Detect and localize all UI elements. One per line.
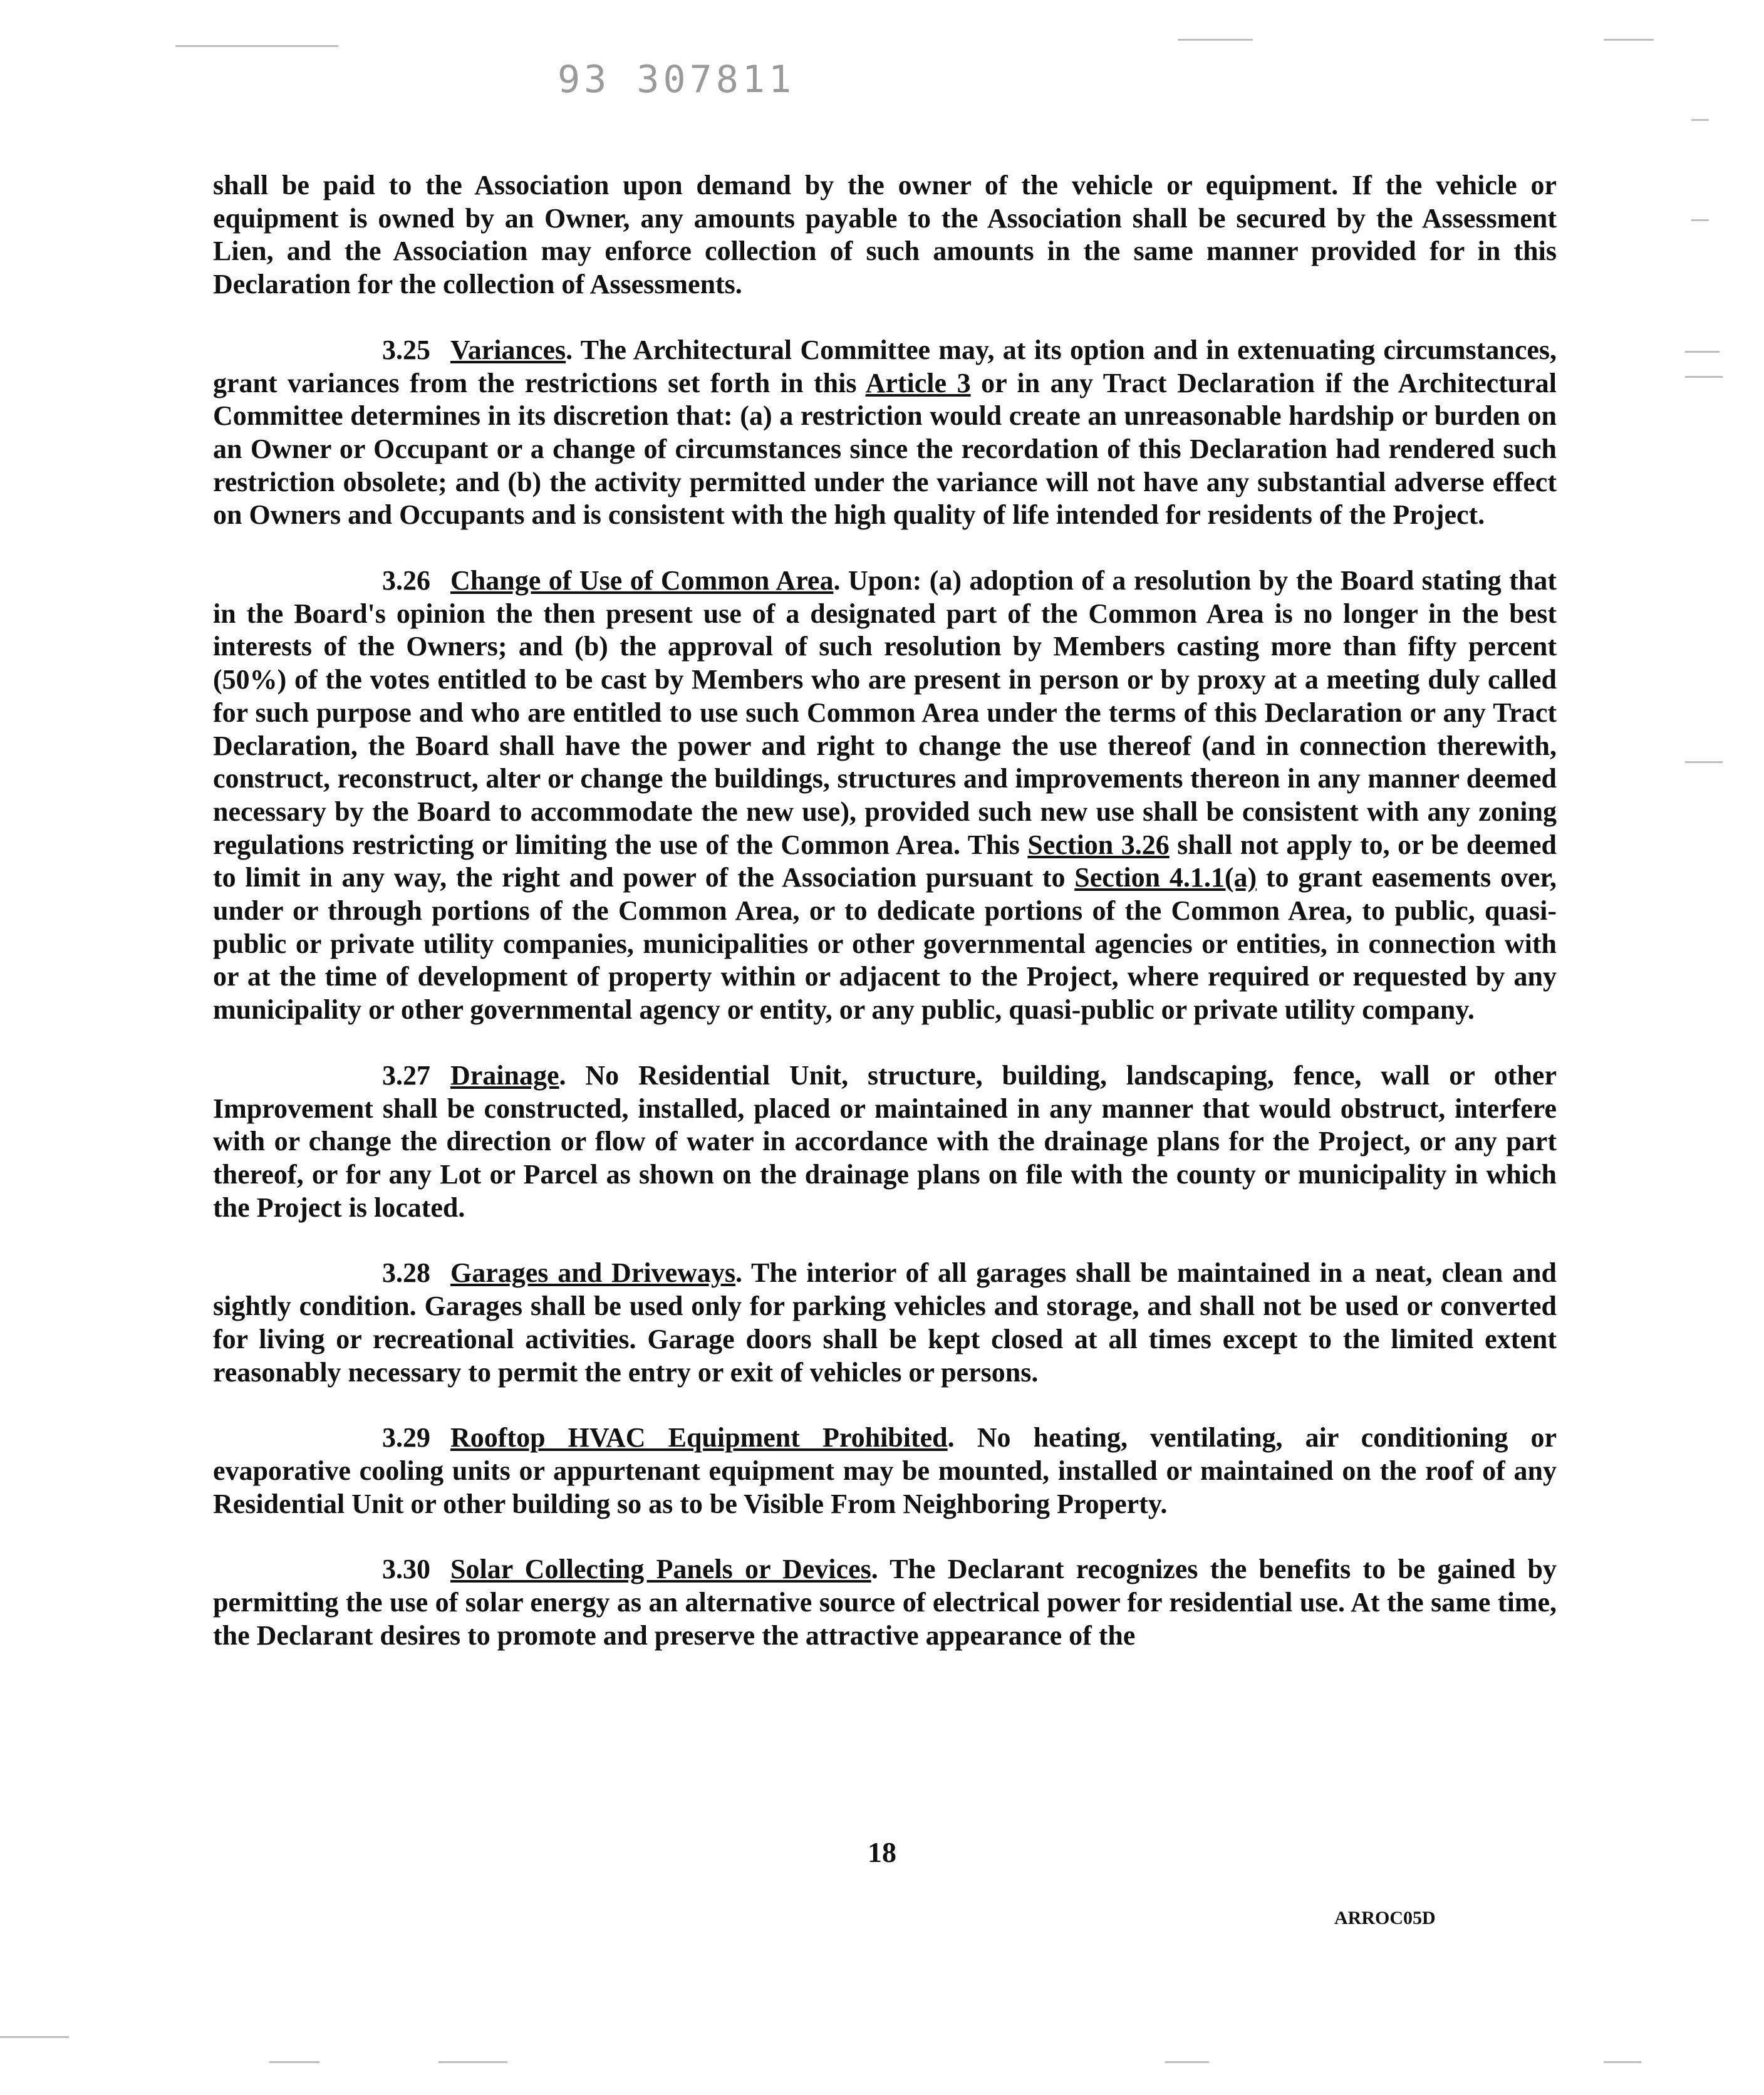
section-number: 3.27	[382, 1059, 430, 1091]
scan-artifact-right-4	[1685, 376, 1723, 378]
document-body	[213, 169, 1557, 1685]
cross-reference-link: Section 4.1.1(a)	[1074, 862, 1257, 893]
paragraph-text: . Upon: (a) adoption of a resolution by the Board stating that in the Board's opinion the then present use of a designated part of the Common Area is no longer in the best interests of the Owners; and (b) the approval of such resolution by Members casting more than fifty percent (50%) of the votes entitled to be cast by Members who are present in person or by proxy at a meeting duly called for such purpose and who are entitled to use such Common Area under the terms of this Declaration or any Tract Declaration, the Board shall have the power and right to change the use thereof (and in connection therewith, construct, reconstruct, alter or change the buildings, structures and improvements thereon in any manner deemed necessary by the Board to accommodate the new use), provided such new use shall be consistent with any zoning regulations restricting or limiting the use of the Common Area. This	[213, 565, 1557, 860]
paragraph-text: to grant easements over, under or through portions of the Common Area, or to dedicate portions of the Common Area, to public, quasi-public or private utility companies, municipalities or other governmental agencies or entities, in connection with or at the time of development of property within or adjacent to the Project, where required or requested by any municipality or other governmental agency or entity, or any public, quasi-public or private utility company.	[213, 862, 1557, 1026]
scan-artifact-bottom-4	[1165, 2061, 1209, 2063]
scan-artifact-top-2	[1178, 39, 1253, 41]
paragraph-text: or in any Tract Declaration if the Architectural Committee determines in its discretion that: (a) a restriction would create an unreasonable hardship or burden on an Owner or Occupant or a change of circumstances since the recordation of this Declaration had rendered such restriction obsolete; and (b) the activity permitted under the variance will not have any substantial adverse effect on Owners and Occupants and is consistent with the high quality of life intended for residents of the Project.	[213, 367, 1557, 531]
scan-artifact-right-2	[1691, 219, 1709, 221]
paragraph-continuation	[213, 169, 1557, 301]
paragraph-text: . The interior of all garages shall be maintained in a neat, clean and sightly condition. Garages shall be used only for parking vehicles and storage, and shall not be used or converted for living or recreational activities. Garage doors shall be kept closed at all times except to the limited extent reasonably necessary to permit the entry or exit of vehicles or persons.	[213, 1257, 1557, 1388]
section-3-29	[213, 1422, 1557, 1521]
section-3-30	[213, 1553, 1557, 1652]
cross-reference-link: Article 3	[865, 367, 971, 398]
section-3-28	[213, 1257, 1557, 1389]
section-number: 3.25	[382, 334, 430, 365]
section-3-25	[213, 334, 1557, 532]
section-number: 3.29	[382, 1422, 430, 1453]
paragraph-text: shall not apply to, or be deemed to limit in any way, the right and power of the Association pursuant to	[213, 829, 1557, 893]
scan-artifact-right-5	[1685, 761, 1723, 763]
recording-stamp: 93 307811	[558, 58, 796, 101]
page-number: 18	[868, 1836, 896, 1868]
document-code: ARROC05D	[1334, 1908, 1436, 1928]
scan-artifact-bottom-1	[0, 2036, 69, 2038]
section-heading: Garages and Driveways	[450, 1257, 735, 1289]
section-3-26	[213, 564, 1557, 1027]
section-heading: Change of Use of Common Area	[450, 565, 834, 596]
paragraph-text: . The Declarant recognizes the benefits to be gained by permitting the use of solar energy as an alternative source of electrical power for residential use. At the same time, the Declarant desires to promote and preserve the attractive appearance of the	[213, 1554, 1557, 1651]
paragraph-text: . The Architectural Committee may, at its option and in extenuating circumstances, grant variances from the restrictions set forth in this	[213, 334, 1557, 398]
section-3-27	[213, 1059, 1557, 1225]
section-number: 3.28	[382, 1257, 430, 1289]
scan-artifact-right-3	[1685, 351, 1720, 353]
paragraph-text: . No heating, ventilating, air conditioning or evaporative cooling units or appurtenant equipment may be mounted, installed or maintained on the roof of any Residential Unit or other building so as to be Visible From Neighboring Property.	[213, 1422, 1557, 1519]
scan-artifact-top-1	[175, 45, 338, 47]
section-heading: Rooftop HVAC Equipment Prohibited	[450, 1422, 948, 1453]
scan-artifact-right-1	[1691, 119, 1709, 121]
scan-artifact-bottom-3	[438, 2061, 507, 2063]
scan-artifact-bottom-2	[269, 2061, 319, 2063]
section-number: 3.30	[382, 1554, 430, 1585]
section-heading: Solar Collecting Panels or Devices	[450, 1554, 871, 1585]
scan-artifact-bottom-5	[1604, 2061, 1641, 2063]
section-number: 3.26	[382, 565, 430, 596]
cross-reference-link: Section 3.26	[1027, 829, 1170, 860]
paragraph-text: shall be paid to the Association upon demand by the owner of the vehicle or equipment. If the vehicle or equipment is owned by an Owner, any amounts payable to the Association shall be secured by the Assessment Lien, and the Association may enforce collection of such amounts in the same manner provided for in this Declaration for the collection of Assessments.	[213, 170, 1557, 300]
section-heading: Variances	[450, 334, 566, 365]
paragraph-text: . No Residential Unit, structure, building, landscaping, fence, wall or other Improvement shall be constructed, installed, placed or maintained in any manner that would obstruct, interfere with or change the direction or flow of water in accordance with the drainage plans for the Project, or any part thereof, or for any Lot or Parcel as shown on the drainage plans on file with the county or municipality in which the Project is located.	[213, 1059, 1557, 1223]
section-heading: Drainage	[450, 1059, 559, 1091]
scan-artifact-top-3	[1604, 39, 1654, 41]
